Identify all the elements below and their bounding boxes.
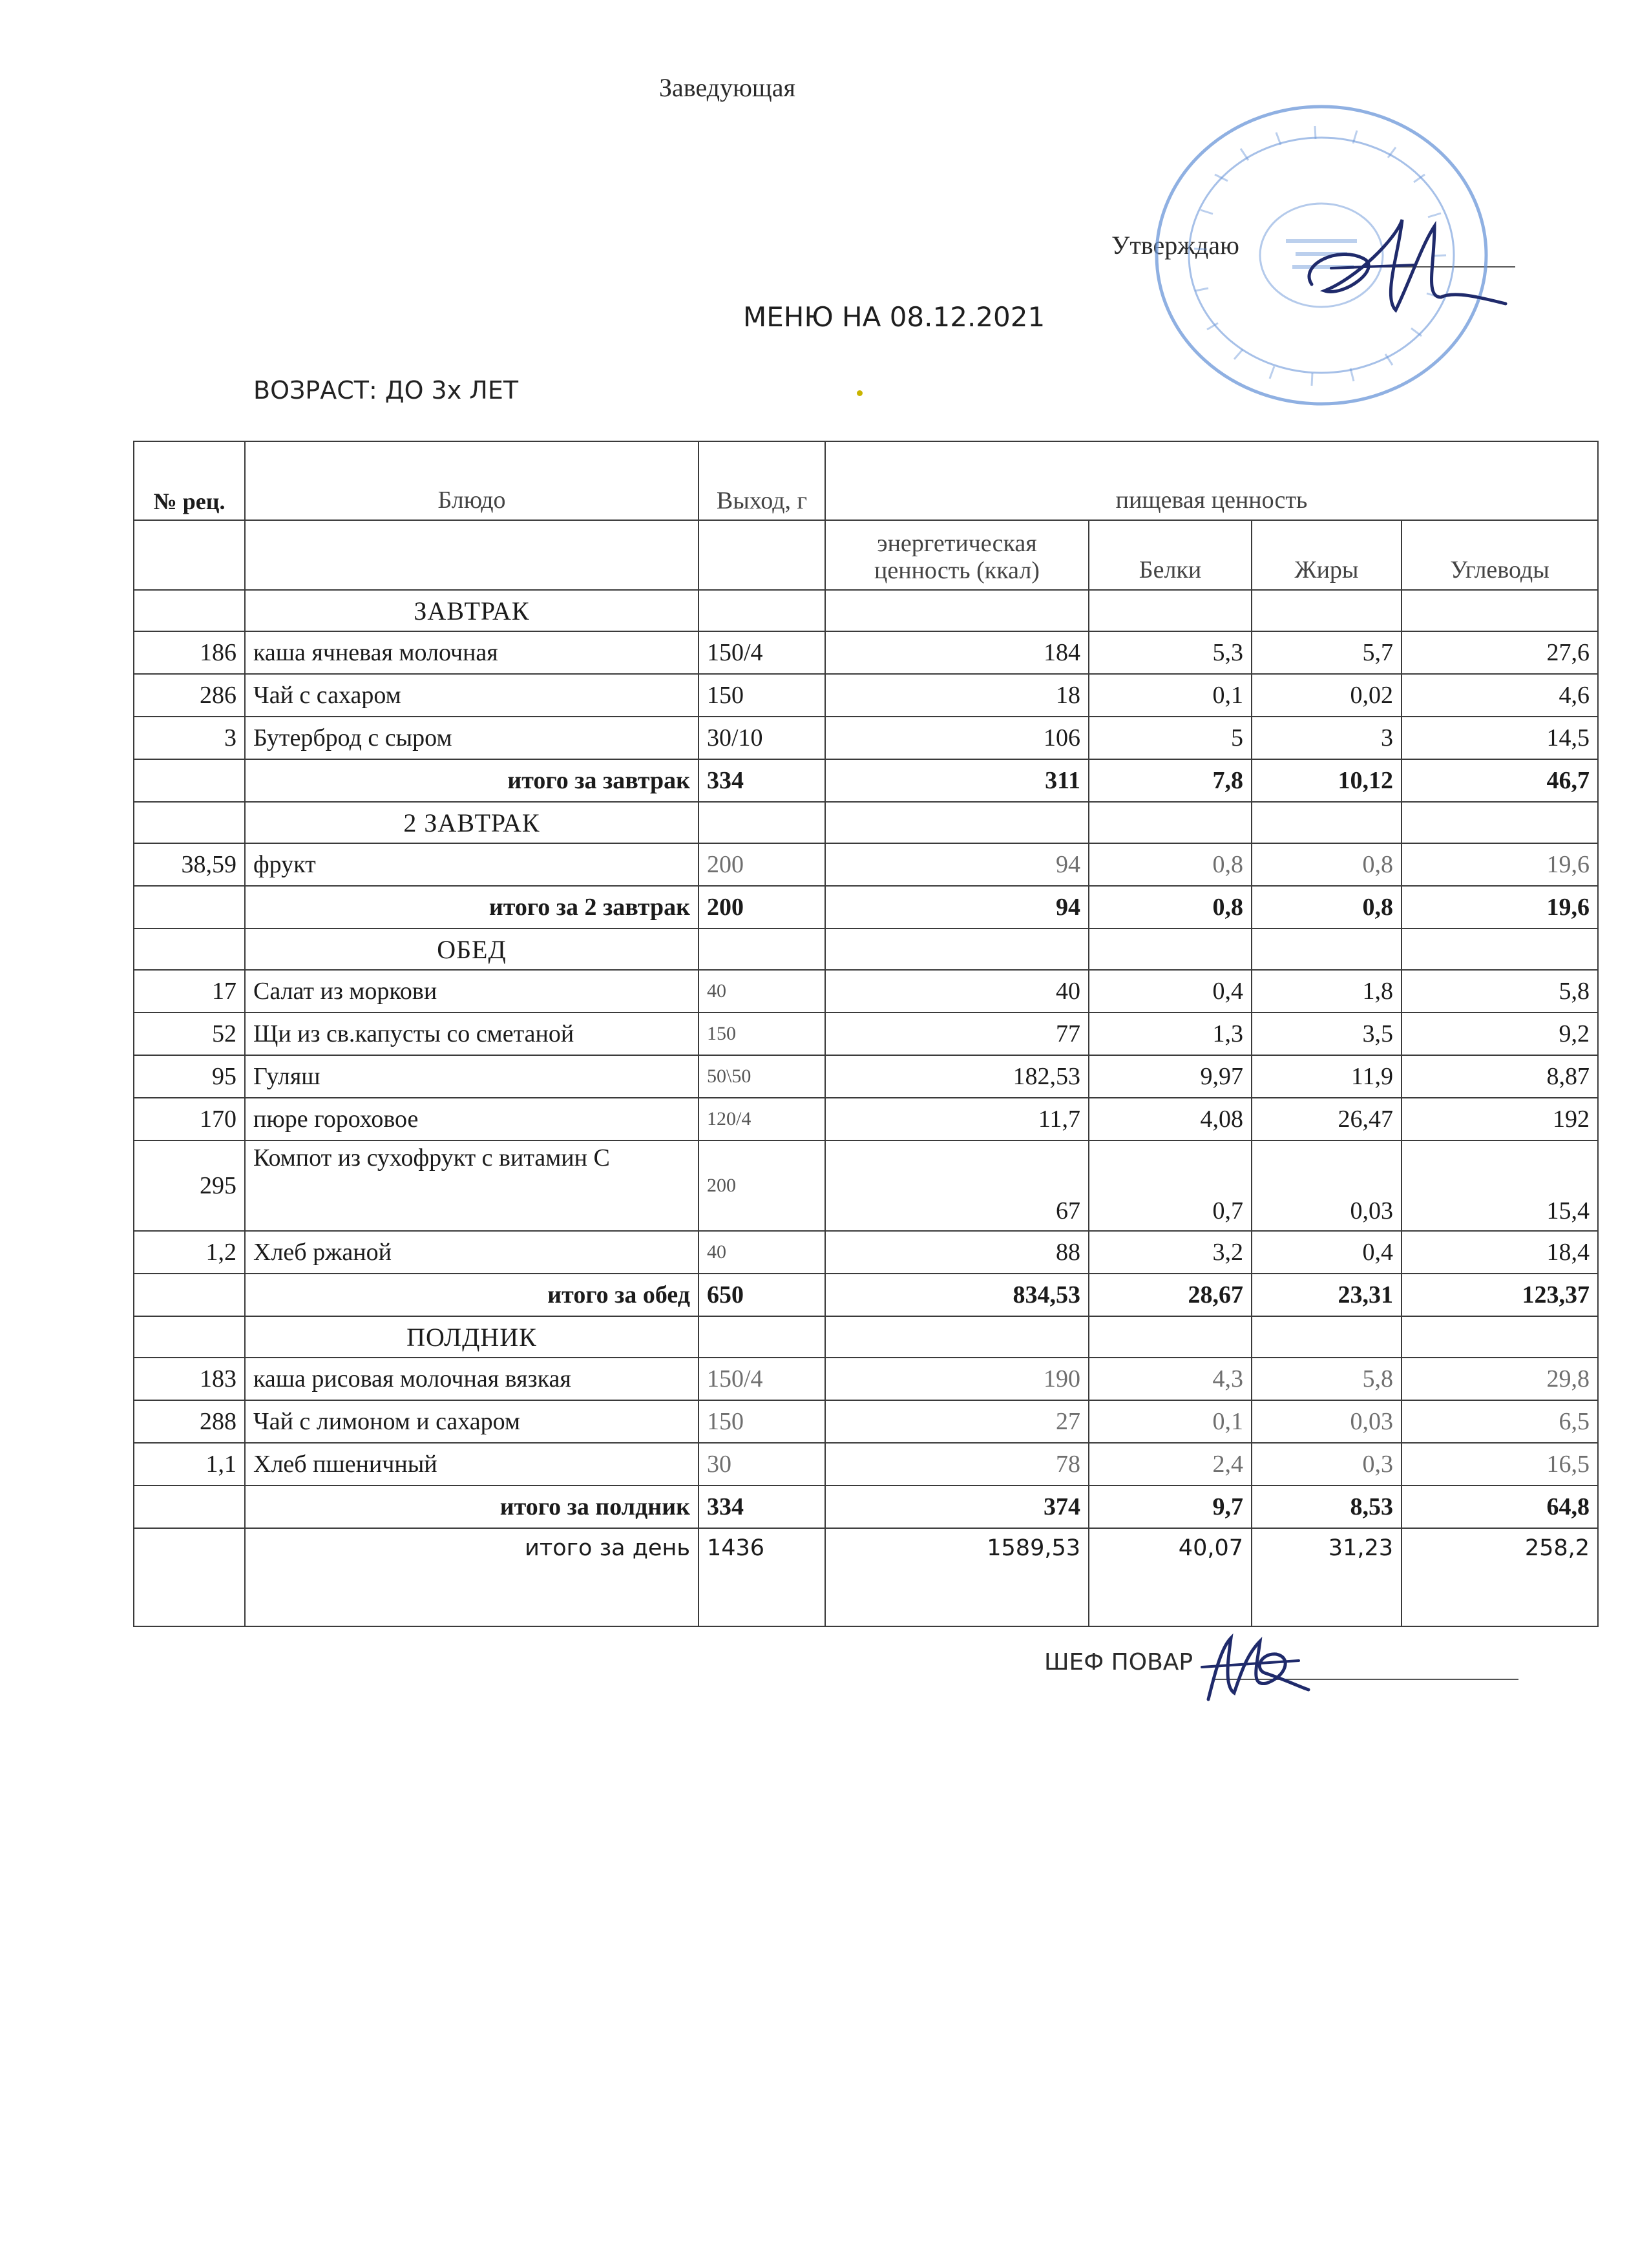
cell-carbs: 4,6 [1402, 674, 1598, 717]
cell-yield: 200 [698, 843, 825, 886]
table-row [134, 970, 1598, 1013]
cell-dish: Щи из св.капусты со сметаной [245, 1013, 698, 1055]
day-total-row [134, 1528, 1598, 1626]
empty-cell [1402, 1316, 1598, 1358]
cell-energy: 77 [825, 1013, 1089, 1055]
total-energy: 834,53 [825, 1274, 1089, 1316]
empty-cell [1402, 590, 1598, 631]
cell-carbs: 15,4 [1402, 1140, 1598, 1231]
cell-recipe-no: 3 [134, 717, 245, 759]
table-row [134, 674, 1598, 717]
empty-cell [134, 1528, 245, 1626]
empty-cell [1402, 802, 1598, 843]
total-label: итого за 2 завтрак [245, 886, 698, 929]
cell-recipe-no: 286 [134, 674, 245, 717]
cell-carbs: 9,2 [1402, 1013, 1598, 1055]
cell-energy: 106 [825, 717, 1089, 759]
cell-protein: 0,1 [1089, 1400, 1252, 1443]
section-snack: ПОЛДНИК [245, 1316, 698, 1358]
empty-cell [245, 520, 698, 590]
cell-dish: Компот из сухофрукт с витамин С [245, 1140, 698, 1231]
cell-carbs: 5,8 [1402, 970, 1598, 1013]
empty-cell [1089, 802, 1252, 843]
total-yield: 200 [698, 886, 825, 929]
section-row [134, 929, 1598, 970]
total-carbs: 123,37 [1402, 1274, 1598, 1316]
col-energy: энергетическая ценность (ккал) [825, 520, 1089, 590]
day-total-energy: 1589,53 [825, 1528, 1089, 1626]
cell-carbs: 6,5 [1402, 1400, 1598, 1443]
empty-cell [134, 759, 245, 802]
cell-energy: 182,53 [825, 1055, 1089, 1098]
empty-cell [134, 1486, 245, 1528]
cell-fat: 0,03 [1252, 1400, 1402, 1443]
cell-fat: 5,8 [1252, 1358, 1402, 1400]
cell-fat: 3,5 [1252, 1013, 1402, 1055]
cell-energy: 78 [825, 1443, 1089, 1486]
cell-carbs: 8,87 [1402, 1055, 1598, 1098]
age-group: ВОЗРАСТ: ДО 3х ЛЕТ [253, 376, 519, 404]
cell-fat: 1,8 [1252, 970, 1402, 1013]
total-row [134, 1274, 1598, 1316]
col-dish: Блюдо [245, 441, 698, 520]
menu-title: МЕНЮ НА 08.12.2021 [743, 301, 1045, 333]
cell-dish: Чай с лимоном и сахаром [245, 1400, 698, 1443]
empty-cell [825, 802, 1089, 843]
cell-protein: 5,3 [1089, 631, 1252, 674]
section-breakfast2: 2 ЗАВТРАК [245, 802, 698, 843]
empty-cell [698, 590, 825, 631]
cell-dish: фрукт [245, 843, 698, 886]
cell-yield: 30 [698, 1443, 825, 1486]
total-energy: 94 [825, 886, 1089, 929]
section-breakfast: ЗАВТРАК [245, 590, 698, 631]
cell-protein: 2,4 [1089, 1443, 1252, 1486]
empty-cell [134, 1316, 245, 1358]
total-carbs: 19,6 [1402, 886, 1598, 929]
total-protein: 7,8 [1089, 759, 1252, 802]
empty-cell [134, 929, 245, 970]
col-fat: Жиры [1252, 520, 1402, 590]
cell-fat: 0,03 [1252, 1140, 1402, 1231]
cell-fat: 11,9 [1252, 1055, 1402, 1098]
cell-fat: 5,7 [1252, 631, 1402, 674]
cell-protein: 1,3 [1089, 1013, 1252, 1055]
table-row [134, 1443, 1598, 1486]
empty-cell [698, 1316, 825, 1358]
cell-dish: Хлеб пшеничный [245, 1443, 698, 1486]
total-protein: 9,7 [1089, 1486, 1252, 1528]
cell-dish: пюре гороховое [245, 1098, 698, 1140]
total-fat: 23,31 [1252, 1274, 1402, 1316]
cell-carbs: 29,8 [1402, 1358, 1598, 1400]
empty-cell [1252, 590, 1402, 631]
empty-cell [825, 929, 1089, 970]
cell-recipe-no: 186 [134, 631, 245, 674]
cell-dish: Гуляш [245, 1055, 698, 1098]
total-row [134, 1486, 1598, 1528]
col-yield: Выход, г [698, 441, 825, 520]
day-total-carbs: 258,2 [1402, 1528, 1598, 1626]
cell-yield: 150/4 [698, 1358, 825, 1400]
cell-energy: 11,7 [825, 1098, 1089, 1140]
total-yield: 334 [698, 1486, 825, 1528]
cell-recipe-no: 1,2 [134, 1231, 245, 1274]
cell-fat: 0,3 [1252, 1443, 1402, 1486]
table-row [134, 1098, 1598, 1140]
cell-yield: 120/4 [698, 1098, 825, 1140]
empty-cell [825, 590, 1089, 631]
total-row [134, 759, 1598, 802]
cell-yield: 50\50 [698, 1055, 825, 1098]
day-total-label: итого за день [245, 1528, 698, 1626]
empty-cell [698, 929, 825, 970]
total-fat: 8,53 [1252, 1486, 1402, 1528]
head-title: Заведующая [659, 73, 795, 102]
cell-dish: каша рисовая молочная вязкая [245, 1358, 698, 1400]
empty-cell [134, 802, 245, 843]
cell-protein: 9,97 [1089, 1055, 1252, 1098]
cell-recipe-no: 38,59 [134, 843, 245, 886]
total-fat: 10,12 [1252, 759, 1402, 802]
cell-carbs: 192 [1402, 1098, 1598, 1140]
total-carbs: 46,7 [1402, 759, 1598, 802]
empty-cell [134, 886, 245, 929]
cell-dish: Хлеб ржаной [245, 1231, 698, 1274]
cell-protein: 3,2 [1089, 1231, 1252, 1274]
section-row [134, 802, 1598, 843]
col-nutrition: пищевая ценность [825, 441, 1598, 520]
total-row [134, 886, 1598, 929]
cell-yield: 150 [698, 1400, 825, 1443]
cell-yield: 150 [698, 1013, 825, 1055]
empty-cell [1089, 590, 1252, 631]
cell-yield: 150 [698, 674, 825, 717]
cell-protein: 4,08 [1089, 1098, 1252, 1140]
section-row [134, 590, 1598, 631]
table-row [134, 631, 1598, 674]
empty-cell [1252, 929, 1402, 970]
cell-protein: 0,8 [1089, 843, 1252, 886]
cell-dish: каша ячневая молочная [245, 631, 698, 674]
approve-label: Утверждаю [1111, 231, 1239, 260]
header-row [134, 441, 1598, 520]
cell-yield: 150/4 [698, 631, 825, 674]
subheader-row [134, 520, 1598, 590]
table-row [134, 1140, 1598, 1231]
cell-recipe-no: 17 [134, 970, 245, 1013]
cell-protein: 0,4 [1089, 970, 1252, 1013]
cell-recipe-no: 170 [134, 1098, 245, 1140]
cell-energy: 27 [825, 1400, 1089, 1443]
head-signature [1286, 200, 1518, 330]
cell-energy: 67 [825, 1140, 1089, 1231]
cell-recipe-no: 295 [134, 1140, 245, 1231]
total-yield: 650 [698, 1274, 825, 1316]
cell-energy: 88 [825, 1231, 1089, 1274]
empty-cell [134, 1274, 245, 1316]
day-total-fat: 31,23 [1252, 1528, 1402, 1626]
table-row [134, 1400, 1598, 1443]
col-recipe-no [134, 441, 245, 520]
cell-recipe-no: 95 [134, 1055, 245, 1098]
cell-yield: 40 [698, 970, 825, 1013]
cell-carbs: 18,4 [1402, 1231, 1598, 1274]
cell-yield: 30/10 [698, 717, 825, 759]
empty-cell [1252, 1316, 1402, 1358]
cell-energy: 190 [825, 1358, 1089, 1400]
ink-dot [857, 390, 863, 396]
total-label: итого за обед [245, 1274, 698, 1316]
cell-recipe-no: 288 [134, 1400, 245, 1443]
cell-protein: 5 [1089, 717, 1252, 759]
cell-recipe-no: 52 [134, 1013, 245, 1055]
day-total-yield: 1436 [698, 1528, 825, 1626]
cell-carbs: 14,5 [1402, 717, 1598, 759]
day-total-protein: 40,07 [1089, 1528, 1252, 1626]
empty-cell [134, 520, 245, 590]
empty-cell [825, 1316, 1089, 1358]
total-carbs: 64,8 [1402, 1486, 1598, 1528]
cell-dish: Чай с сахаром [245, 674, 698, 717]
total-protein: 0,8 [1089, 886, 1252, 929]
cell-fat: 3 [1252, 717, 1402, 759]
cell-protein: 0,7 [1089, 1140, 1252, 1231]
table-row [134, 717, 1598, 759]
cell-yield: 40 [698, 1231, 825, 1274]
cell-energy: 18 [825, 674, 1089, 717]
col-protein: Белки [1089, 520, 1252, 590]
cell-recipe-no: 183 [134, 1358, 245, 1400]
cell-carbs: 19,6 [1402, 843, 1598, 886]
empty-cell [1252, 802, 1402, 843]
section-lunch: ОБЕД [245, 929, 698, 970]
menu-table [133, 441, 1599, 1627]
table-row [134, 1055, 1598, 1098]
cell-yield: 200 [698, 1140, 825, 1231]
col-recipe-no-label: № рец. [153, 488, 226, 514]
cell-energy: 184 [825, 631, 1089, 674]
cell-energy: 94 [825, 843, 1089, 886]
table-row [134, 1013, 1598, 1055]
total-energy: 311 [825, 759, 1089, 802]
cell-fat: 0,4 [1252, 1231, 1402, 1274]
table-row [134, 1358, 1598, 1400]
table-row [134, 1231, 1598, 1274]
chef-label: ШЕФ ПОВАР [1044, 1649, 1193, 1675]
chef-signature [1195, 1622, 1312, 1719]
empty-cell [1089, 929, 1252, 970]
cell-fat: 26,47 [1252, 1098, 1402, 1140]
cell-dish: Салат из моркови [245, 970, 698, 1013]
empty-cell [1089, 1316, 1252, 1358]
empty-cell [698, 520, 825, 590]
total-fat: 0,8 [1252, 886, 1402, 929]
cell-fat: 0,02 [1252, 674, 1402, 717]
section-row [134, 1316, 1598, 1358]
cell-carbs: 16,5 [1402, 1443, 1598, 1486]
empty-cell [134, 590, 245, 631]
cell-fat: 0,8 [1252, 843, 1402, 886]
cell-recipe-no: 1,1 [134, 1443, 245, 1486]
cell-protein: 0,1 [1089, 674, 1252, 717]
total-label: итого за полдник [245, 1486, 698, 1528]
total-protein: 28,67 [1089, 1274, 1252, 1316]
empty-cell [698, 802, 825, 843]
total-label: итого за завтрак [245, 759, 698, 802]
cell-protein: 4,3 [1089, 1358, 1252, 1400]
table-row [134, 843, 1598, 886]
cell-carbs: 27,6 [1402, 631, 1598, 674]
col-carbs: Углеводы [1402, 520, 1598, 590]
total-energy: 374 [825, 1486, 1089, 1528]
empty-cell [1402, 929, 1598, 970]
cell-dish: Бутерброд с сыром [245, 717, 698, 759]
total-yield: 334 [698, 759, 825, 802]
cell-energy: 40 [825, 970, 1089, 1013]
